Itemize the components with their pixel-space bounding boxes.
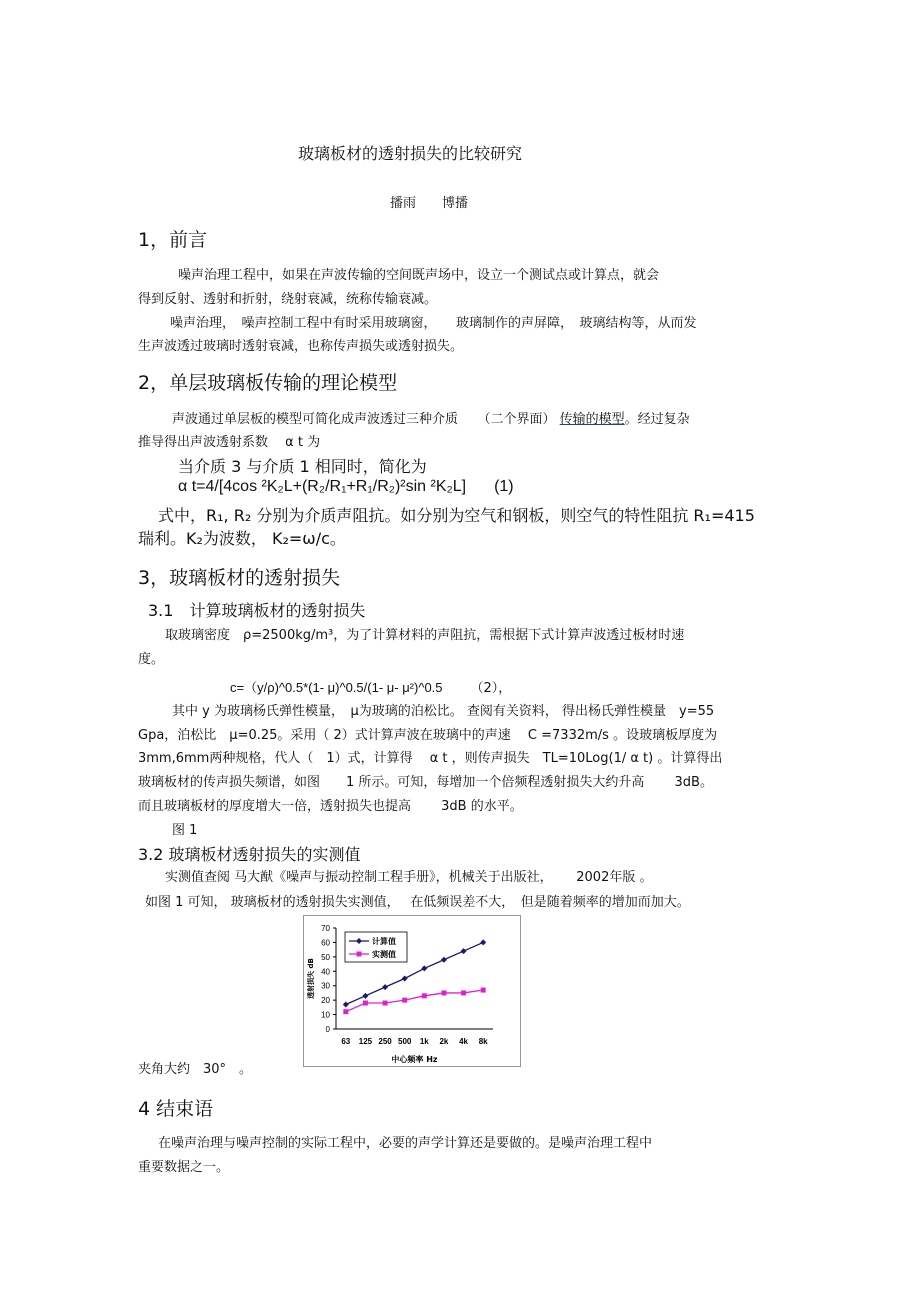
x-tick-label: 250 bbox=[378, 1037, 392, 1046]
para: 噪声治理工程中，如果在声波传输的空间既声场中，设立一个测试点或计算点，就会 bbox=[178, 268, 660, 283]
y-tick-label: 50 bbox=[321, 952, 330, 962]
para: 其中 y 为玻璃杨氏弹性模量， μ为玻璃的泊松比。 查阅有关资料， 得出杨氏弹性模量 y=55 bbox=[172, 704, 715, 719]
para: 式中，R₁, R₂ 分别为介质声阻抗。如分别为空气和钢板，则空气的特性阻抗 R₁=415 bbox=[158, 506, 755, 525]
y-tick-label: 30 bbox=[321, 981, 330, 991]
x-axis-label: 中心频率 Hz bbox=[391, 1055, 438, 1064]
figure-caption: 图 1 bbox=[172, 823, 198, 838]
y-tick-label: 40 bbox=[321, 967, 330, 977]
x-tick-label: 1k bbox=[419, 1037, 429, 1046]
y-tick-label: 20 bbox=[321, 996, 330, 1006]
y-tick-label: 70 bbox=[321, 924, 330, 933]
x-tick-label: 125 bbox=[358, 1037, 373, 1046]
y-tick-label: 60 bbox=[321, 938, 330, 948]
x-tick-label: 63 bbox=[341, 1037, 351, 1046]
para: 重要数据之一。 bbox=[138, 1160, 230, 1175]
data-point-square bbox=[461, 990, 466, 995]
authors: 播雨 博播 bbox=[390, 196, 469, 211]
data-point-square bbox=[363, 1001, 368, 1006]
subheading-3-2: 3.2 玻璃板材透射损失的实测值 bbox=[138, 845, 361, 864]
para: 取玻璃密度 ρ=2500kg/m³，为了计算材料的声阻抗，需根据下式计算声波透过板材时速 bbox=[165, 628, 685, 643]
formula-number: （2）， bbox=[470, 681, 512, 696]
formula-1: α t=4/[4cos ²K₂L+(R₂/R₁+R₁/R₂)²sin ²K₂L] bbox=[178, 478, 467, 495]
data-point-square bbox=[383, 1001, 388, 1006]
data-point-square bbox=[402, 998, 407, 1003]
para: 度。 bbox=[138, 652, 165, 667]
data-point-square bbox=[441, 990, 446, 995]
para: 而且玻璃板材的厚度增大一倍，透射损失也提高 3dB 的水平。 bbox=[138, 799, 523, 814]
x-tick-label: 2k bbox=[439, 1037, 449, 1046]
para: 得到反射、透射和折射，绕射衰减，统称传输衰减。 bbox=[138, 292, 438, 307]
legend-label: 实测值 bbox=[372, 950, 396, 959]
x-tick-label: 500 bbox=[398, 1037, 412, 1046]
data-point-square bbox=[343, 1009, 348, 1014]
para: 声波通过单层板的模型可简化成声波透过三种介质 （二个界面） 传输的模型。经过复杂 bbox=[172, 412, 690, 427]
y-tick-label: 0 bbox=[325, 1025, 330, 1034]
para: 生声波透过玻璃时透射衰减，也称传声损失或透射损失。 bbox=[138, 339, 464, 354]
formula-2-row bbox=[230, 677, 511, 696]
doc-title: 玻璃板材的透射损失的比较研究 bbox=[298, 144, 523, 163]
y-tick-label: 10 bbox=[321, 1010, 330, 1020]
para: 3mm,6mm两种规格，代人（ 1）式，计算得 α t ，则传声损失 TL=10Log(1/ α t) 。计算得出 bbox=[138, 751, 723, 766]
model-link[interactable]: 传输的模型 bbox=[559, 412, 625, 427]
legend-label: 计算值 bbox=[372, 937, 396, 946]
para: 实测值查阅 马大猷《噪声与振动控制工程手册》，机械关于出版社， 2002年版 。 bbox=[165, 870, 653, 885]
heading-4: 4 结束语 bbox=[138, 1098, 214, 1120]
formula-1-row bbox=[178, 478, 514, 496]
heading-2: 2，单层玻璃板传输的理论模型 bbox=[138, 372, 398, 394]
para: Gpa，泊松比 μ=0.25。采用（ 2）式计算声波在玻璃中的声速 C =7332m/s 。设玻璃板厚度为 bbox=[138, 728, 718, 743]
x-tick-label: 4k bbox=[459, 1037, 469, 1046]
para: 当介质 3 与介质 1 相同时，简化为 bbox=[178, 457, 427, 476]
para: 噪声治理， 噪声控制工程中有时采用玻璃窗， 玻璃制作的声屏障， 玻璃结构等，从而发 bbox=[170, 316, 697, 331]
para: 玻璃板材的传声损失频谱，如图 1 所示。可知，每增加一个倍频程透射损失大约升高 3dB。 bbox=[138, 775, 713, 790]
x-tick-label: 8k bbox=[478, 1037, 488, 1046]
heading-1: 1，前言 bbox=[138, 229, 208, 251]
para: 夹角大约 30° 。 bbox=[138, 1062, 253, 1077]
para: 如图 1 可知， 玻璃板材的透射损失实测值， 在低频误差不大， 但是随着频率的增加而加大。 bbox=[145, 895, 690, 910]
formula-number: (1) bbox=[494, 478, 514, 495]
para: 推导得出声波透射系数 α t 为 bbox=[138, 435, 321, 450]
formula-2: c=（y/ρ)^0.5*(1- μ)^0.5/(1- μ- μ²)^0.5 bbox=[230, 680, 443, 695]
para: 在噪声治理与噪声控制的实际工程中，必要的声学计算还是要做的。是噪声治理工程中 bbox=[158, 1136, 653, 1151]
data-point-square bbox=[481, 988, 486, 993]
transmission-loss-chart bbox=[303, 915, 521, 1067]
subheading-3-1: 3.1 计算玻璃板材的透射损失 bbox=[148, 601, 366, 620]
para: 瑞利。K₂为波数， K₂=ω/c。 bbox=[138, 529, 346, 548]
heading-3: 3，玻璃板材的透射损失 bbox=[138, 567, 341, 589]
y-axis-label: 透射损失 dB bbox=[307, 958, 315, 999]
legend-marker bbox=[357, 952, 362, 957]
data-point-square bbox=[422, 993, 427, 998]
